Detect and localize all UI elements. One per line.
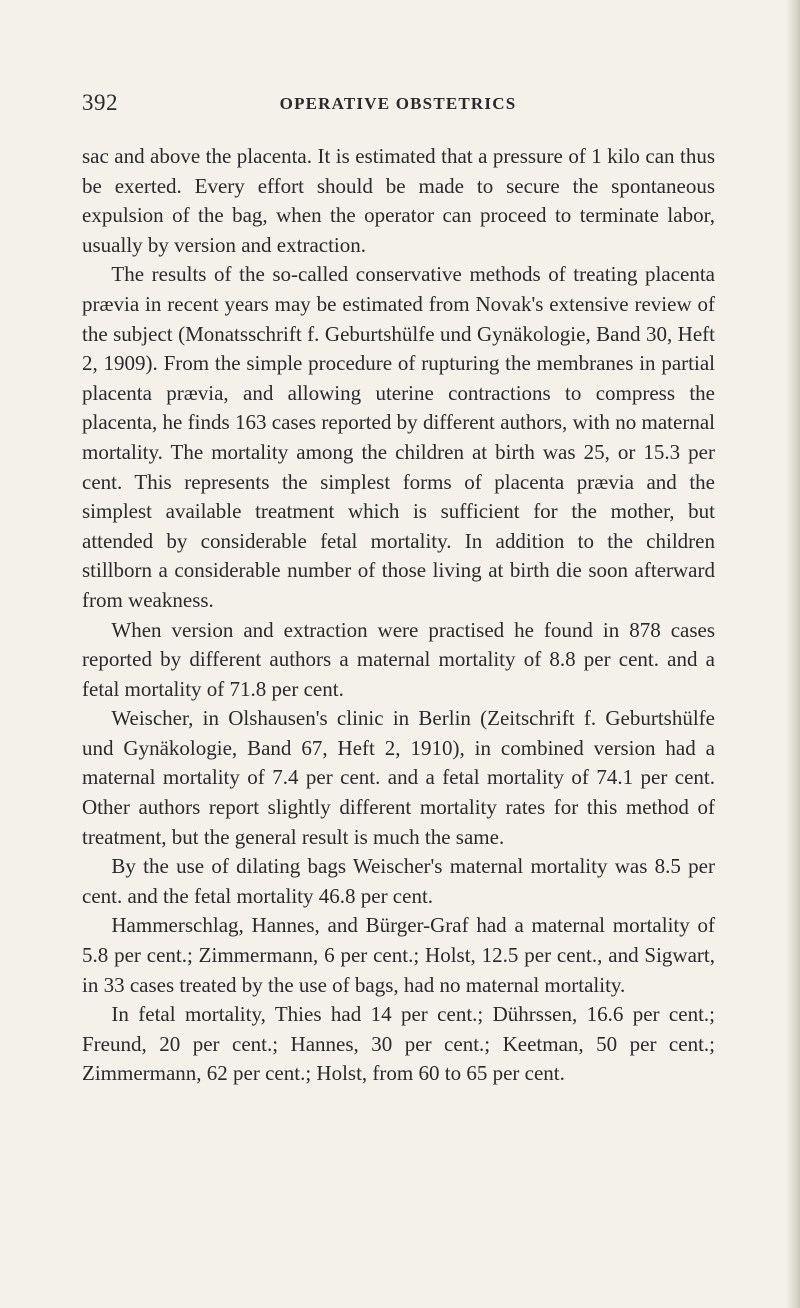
body-text bbox=[82, 142, 715, 1089]
paragraph-continued: sac and above the placenta. It is estimated that a pressure of 1 kilo can thus be exerted. Every effort should be made to secure the spontaneous expulsion of the bag, when the operator can proceed to terminate labor, usually by version and extraction. bbox=[82, 144, 715, 257]
paragraph-conservative-methods: The results of the so-called conservative methods of treating placenta prævia in recent years may be estimated from Novak's extensive review of the subject (Monatsschrift f. Geburtshülfe und Gynäkologie, Band 30, Heft 2, 1909). From the simple procedure of rupturing the membranes in partial placenta prævia, and allowing uterine contractions to compress the placenta, he finds 163 cases reported by different authors, with no maternal mortality. The mortality among the children at birth was 25, or 15.3 per cent. This represents the simplest forms of placenta prævia and the simplest available treatment which is sufficient for the mother, but attended by considerable fetal mortality. In addition to the children stillborn a considerable number of those living at birth die soon afterward from weakness. bbox=[82, 262, 715, 612]
running-title: OPERATIVE OBSTETRICS bbox=[279, 94, 517, 113]
paragraph-dilating-bags: By the use of dilating bags Weischer's maternal mortality was 8.5 per cent. and the fetal mortality 46.8 per cent. bbox=[82, 854, 715, 908]
paragraph-fetal-mortality: In fetal mortality, Thies had 14 per cent.; Dührssen, 16.6 per cent.; Freund, 20 per cent.; Hannes, 30 per cent.; Keetman, 50 per cent.; Zimmermann, 62 per cent.; Holst, from 60 to 65 per cent. bbox=[82, 1002, 715, 1086]
paragraph-maternal-mortality: Hammerschlag, Hannes, and Bürger-Graf had a maternal mortality of 5.8 per cent.; Zimmermann, 6 per cent.; Holst, 12.5 per cent., and Sigwart, in 33 cases treated by the use of bags, had no maternal mortality. bbox=[82, 913, 715, 997]
paragraph-version-extraction: When version and extraction were practised he found in 878 cases reported by different authors a maternal mortality of 8.8 per cent. and a fetal mortality of 71.8 per cent. bbox=[82, 617, 715, 701]
running-head bbox=[82, 90, 714, 120]
page-edge-shadow bbox=[786, 0, 800, 1308]
paragraph-weischer-combined-version: Weischer, in Olshausen's clinic in Berlin (Zeitschrift f. Geburtshülfe und Gynäkologie, Band 67, Heft 2, 1910), in combined version had a maternal mortality of 7.4 per cent. and a fetal mortality of 74.1 per cent. Other authors report slightly different mortality rates for this method of treatment, but the general result is much the same. bbox=[82, 706, 715, 849]
page-number: 392 bbox=[82, 90, 118, 115]
